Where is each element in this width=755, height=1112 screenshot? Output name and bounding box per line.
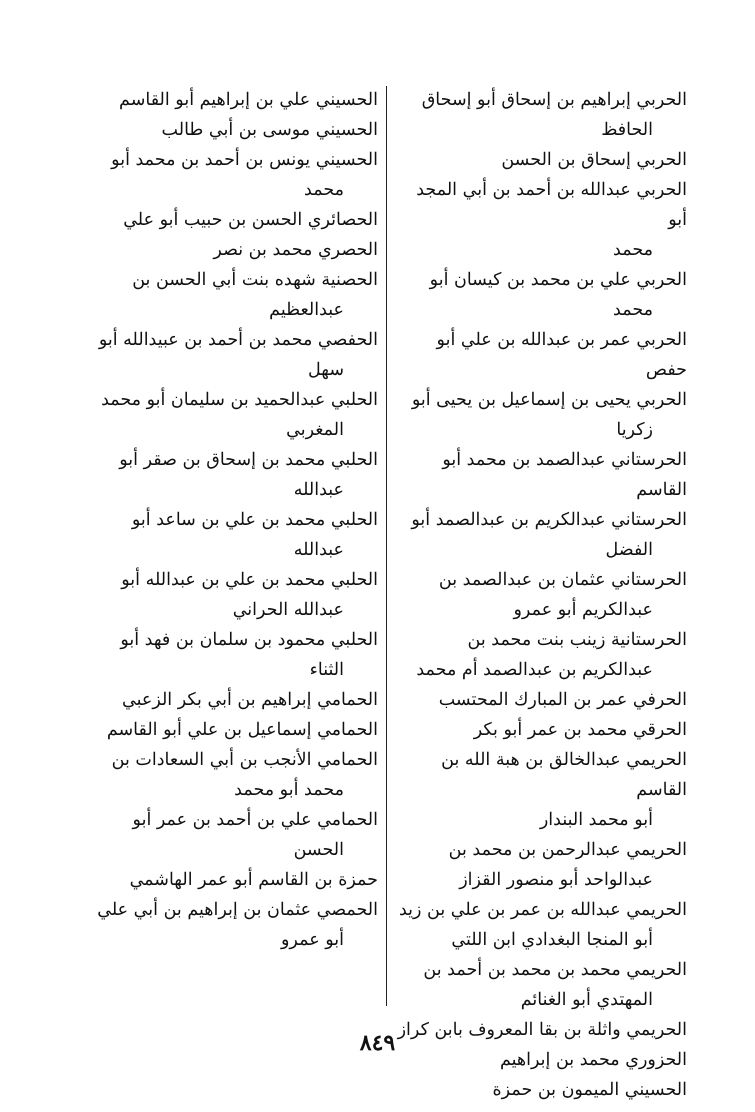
entry-line: الحلبي محمود بن سلمان بن فهد أبو — [120, 630, 378, 650]
entry-continuation: عبدالله الحراني — [232, 600, 344, 620]
index-entry — [395, 745, 687, 835]
entry-continuation: محمد أبو محمد — [234, 780, 344, 800]
index-entry — [88, 805, 378, 865]
index-entry — [88, 895, 378, 955]
entry-line: الحمامي الأنجب بن أبي السعادات بن — [111, 750, 378, 770]
entry-continuation: عبدالواحد أبو منصور القزاز — [459, 870, 653, 890]
index-entry — [88, 235, 378, 265]
entry-line: الحلبي محمد بن علي بن ساعد أبو — [131, 510, 378, 530]
index-entry — [395, 325, 687, 385]
entry-line: الحرستانية زينب بنت محمد بن — [467, 630, 687, 650]
entry-line: الحمصي عثمان بن إبراهيم بن أبي علي — [97, 900, 378, 920]
entry-line: حمزة بن القاسم أبو عمر الهاشمي — [129, 870, 378, 890]
entry-line: الحربي إبراهيم بن إسحاق أبو إسحاق — [421, 90, 687, 110]
entry-line: الحمامي إسماعيل بن علي أبو القاسم — [106, 720, 378, 740]
index-entry — [395, 1075, 687, 1105]
entry-continuation: عبدالله — [293, 540, 344, 560]
index-entry — [88, 85, 378, 115]
index-entry — [88, 565, 378, 625]
entry-line: الحربي إسحاق بن الحسن — [501, 150, 687, 170]
entry-line: الحرفي عمر بن المبارك المحتسب — [438, 690, 687, 710]
entry-line: الحريمي محمد بن محمد بن أحمد بن — [423, 960, 687, 980]
index-entry — [395, 445, 687, 505]
index-entry — [395, 835, 687, 895]
index-entry — [395, 565, 687, 625]
entry-continuation: عبدالعظيم — [269, 300, 344, 320]
entry-continuation: سهل — [308, 360, 344, 380]
entry-line: الحربي يحيى بن إسماعيل بن يحيى أبو — [411, 390, 687, 410]
index-entry — [395, 265, 687, 325]
entry-line: الحلبي محمد بن علي بن عبدالله أبو — [121, 570, 378, 590]
entry-continuation: المهتدي أبو الغنائم — [520, 990, 653, 1010]
index-entry — [395, 385, 687, 445]
index-entry — [88, 715, 378, 745]
entry-line: الحلبي محمد بن إسحاق بن صقر أبو — [119, 450, 378, 470]
entry-continuation: محمد — [304, 180, 344, 200]
index-entry — [395, 955, 687, 1015]
entry-line: الحريمي عبدالرحمن بن محمد بن — [448, 840, 687, 860]
entry-continuation: الثناء — [309, 660, 344, 680]
entry-line: الحسيني الميمون بن حمزة — [492, 1080, 687, 1100]
index-entry — [88, 745, 378, 805]
entry-line: الحرستاني عثمان بن عبدالصمد بن — [438, 570, 687, 590]
index-entry — [88, 115, 378, 145]
entry-line: الحربي عمر بن عبدالله بن علي أبو حفص — [436, 330, 687, 380]
index-entry — [395, 505, 687, 565]
index-entry — [88, 865, 378, 895]
index-entry — [395, 85, 687, 145]
entry-line: الحلبي عبدالحميد بن سليمان أبو محمد — [101, 390, 378, 410]
entry-line: الحصري محمد بن نصر — [213, 240, 378, 260]
entry-line: الحرستاني عبدالكريم بن عبدالصمد أبو — [411, 510, 687, 530]
entry-continuation: الحسن — [293, 840, 344, 860]
entry-line: الحسيني علي بن إبراهيم أبو القاسم — [119, 90, 378, 110]
index-entry — [395, 625, 687, 685]
index-column-right — [395, 85, 687, 1105]
entry-line: الحصائري الحسن بن حبيب أبو علي — [123, 210, 378, 230]
entry-line: الحربي عبدالله بن أحمد بن أبي المجد أبو — [416, 180, 687, 230]
entry-continuation: أبو المنجا البغدادي ابن اللتي — [451, 930, 653, 950]
page-number: ٨٤٩ — [359, 1030, 396, 1056]
entry-continuation: محمد — [613, 300, 653, 320]
index-entry — [395, 715, 687, 745]
entry-line: الحريمي عبدالخالق بن هبة الله بن القاسم — [441, 750, 687, 800]
entry-continuation: أبو محمد البندار — [539, 810, 653, 830]
entry-line: الحمامي إبراهيم بن أبي بكر الزعبي — [122, 690, 378, 710]
entry-continuation: محمد — [613, 240, 653, 260]
column-divider — [386, 86, 387, 1006]
entry-continuation: عبدالكريم بن عبدالصمد أم محمد — [416, 660, 653, 680]
index-entry — [395, 895, 687, 955]
entry-line: الحسيني موسى بن أبي طالب — [161, 120, 378, 140]
index-entry — [395, 145, 687, 175]
index-entry — [88, 205, 378, 235]
entry-line: الحفصي محمد بن أحمد بن عبيدالله أبو — [98, 330, 378, 350]
entry-line: الحسيني يونس بن أحمد بن محمد أبو — [111, 150, 378, 170]
entry-line: الحربي علي بن محمد بن كيسان أبو — [429, 270, 687, 290]
entry-continuation: زكريا — [616, 420, 653, 440]
index-entry — [88, 145, 378, 205]
entry-line: الحرستاني عبدالصمد بن محمد أبو القاسم — [442, 450, 687, 500]
index-entry — [88, 385, 378, 445]
index-column-left — [88, 85, 378, 955]
entry-continuation: الفضل — [605, 540, 653, 560]
index-entry — [88, 505, 378, 565]
index-entry — [88, 265, 378, 325]
index-entry — [395, 685, 687, 715]
entry-line: الحمامي علي بن أحمد بن عمر أبو — [132, 810, 378, 830]
entry-continuation: المغربي — [286, 420, 344, 440]
entry-line: الحريمي عبدالله بن عمر بن علي بن زيد — [398, 900, 687, 920]
entry-line: الحصنية شهده بنت أبي الحسن بن — [132, 270, 378, 290]
entry-line: الحزوري محمد بن إبراهيم — [499, 1050, 687, 1070]
entry-line: الحرقي محمد بن عمر أبو بكر — [473, 720, 687, 740]
entry-line: الحريمي واثلة بن بقا المعروف بابن كراز — [397, 1020, 687, 1040]
entry-continuation: عبدالكريم أبو عمرو — [513, 600, 653, 620]
entry-continuation: عبدالله — [293, 480, 344, 500]
index-entry — [88, 325, 378, 385]
entry-continuation: الحافظ — [601, 120, 653, 140]
entry-continuation: أبو عمرو — [280, 930, 344, 950]
index-entry — [88, 445, 378, 505]
index-entry — [88, 625, 378, 685]
index-entry — [395, 175, 687, 265]
index-entry — [88, 685, 378, 715]
